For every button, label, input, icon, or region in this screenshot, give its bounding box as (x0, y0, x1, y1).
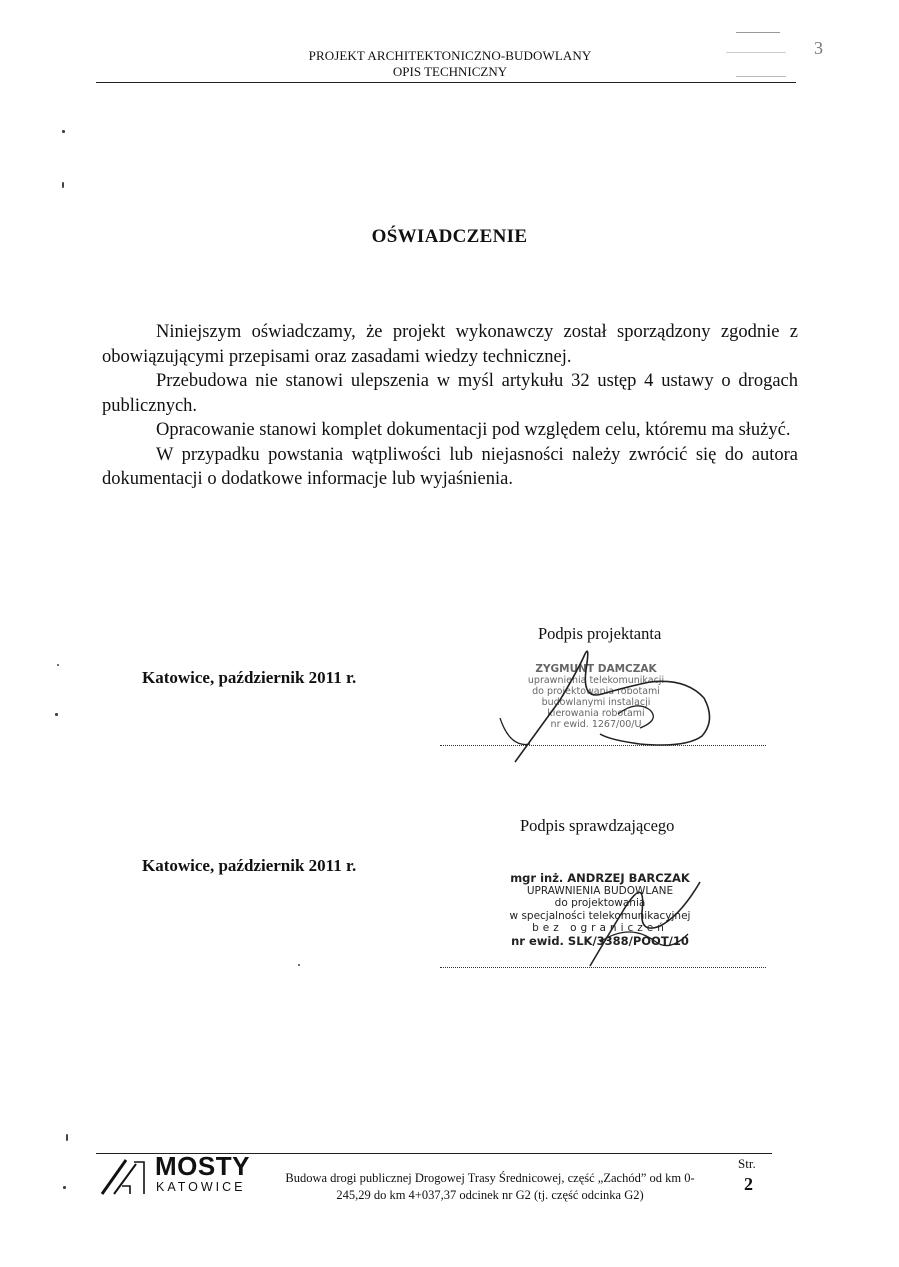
stamp-line: w specjalności telekomunikacyjnej (509, 909, 691, 922)
paragraph: Przebudowa nie stanowi ulepszenia w myśl artykułu 32 ustęp 4 ustawy o drogach publicznych. (102, 371, 798, 416)
statement-body (102, 320, 798, 492)
checker-handwritten-signature (560, 872, 710, 968)
scan-speck (63, 1186, 66, 1189)
document-title: OŚWIADCZENIE (371, 226, 528, 247)
stamp-line: nr ewid. 1267/00/U (550, 719, 642, 730)
stamp-line: nr ewid. SLK/3388/POOT/10 (511, 933, 689, 948)
stamp-line: kierowania robotami (547, 708, 645, 719)
paragraph: Niniejszym oświadczamy, że projekt wykonawczy został sporządzony zgodnie z obowiązującymi przepisami oraz zasadami wiedzy technicznej. (102, 322, 798, 367)
paragraph: W przypadku powstania wątpliwości lub niejasności należy zwrócić się do autora dokumentacji o dodatkowe informacje lub wyjaśnienia. (102, 444, 798, 489)
scan-smudge (736, 76, 786, 77)
scan-smudge (736, 32, 780, 33)
logo-wordmark: MOSTY (155, 1151, 250, 1181)
mosty-logo-icon (100, 1156, 152, 1196)
scan-speck (55, 713, 58, 716)
scan-speck (66, 1134, 68, 1141)
stamp-line: UPRAWNIENIA BUDOWLANE (526, 884, 674, 897)
stamp-line: mgr inż. ANDRZEJ BARCZAK (510, 871, 690, 885)
designer-place-date: Katowice, październik 2011 r. (142, 668, 357, 687)
scan-speck (62, 130, 65, 133)
scan-speck (62, 182, 64, 188)
stamp-line: do projektowania (554, 897, 646, 909)
stamp-line: bez ograniczeń (532, 922, 668, 934)
header-project-type: PROJEKT ARCHITEKTONICZNO-BUDOWLANY (308, 48, 592, 63)
stamp-line: uprawnienia telekomunikacji (527, 675, 665, 686)
page-label: Str. (738, 1156, 756, 1171)
page-number: 2 (744, 1174, 753, 1194)
footer-project-description: Budowa drogi publicznej Drogowej Trasy Średnicowej, część „Zachód” od km 0-245,29 do km 4+037,37 odcinek nr G2 (tj. część odcinka G2) (285, 1171, 695, 1202)
stamp-line: ZYGMUNT DAMCZAK (535, 663, 657, 675)
stamp-line: budowlanymi instalacji (541, 697, 651, 708)
checker-place-date: Katowice, październik 2011 r. (142, 856, 357, 875)
checker-signature-line (440, 967, 766, 968)
checker-signature-label: Podpis sprawdzającego (520, 816, 675, 835)
logo-city: KATOWICE (156, 1180, 246, 1194)
paragraph: Opracowanie stanowi komplet dokumentacji pod względem celu, któremu ma służyć. (156, 420, 791, 440)
designer-signature-line (440, 745, 766, 746)
scan-speck (298, 964, 300, 966)
designer-signature-label: Podpis projektanta (538, 624, 662, 643)
scan-speck (57, 664, 59, 666)
header-rule (96, 82, 796, 83)
handwritten-page-mark: 3 (814, 38, 823, 58)
stamp-line: do projektowania robotami (532, 686, 660, 697)
scan-smudge (726, 52, 786, 53)
header-section-name: OPIS TECHNICZNY (392, 64, 508, 79)
